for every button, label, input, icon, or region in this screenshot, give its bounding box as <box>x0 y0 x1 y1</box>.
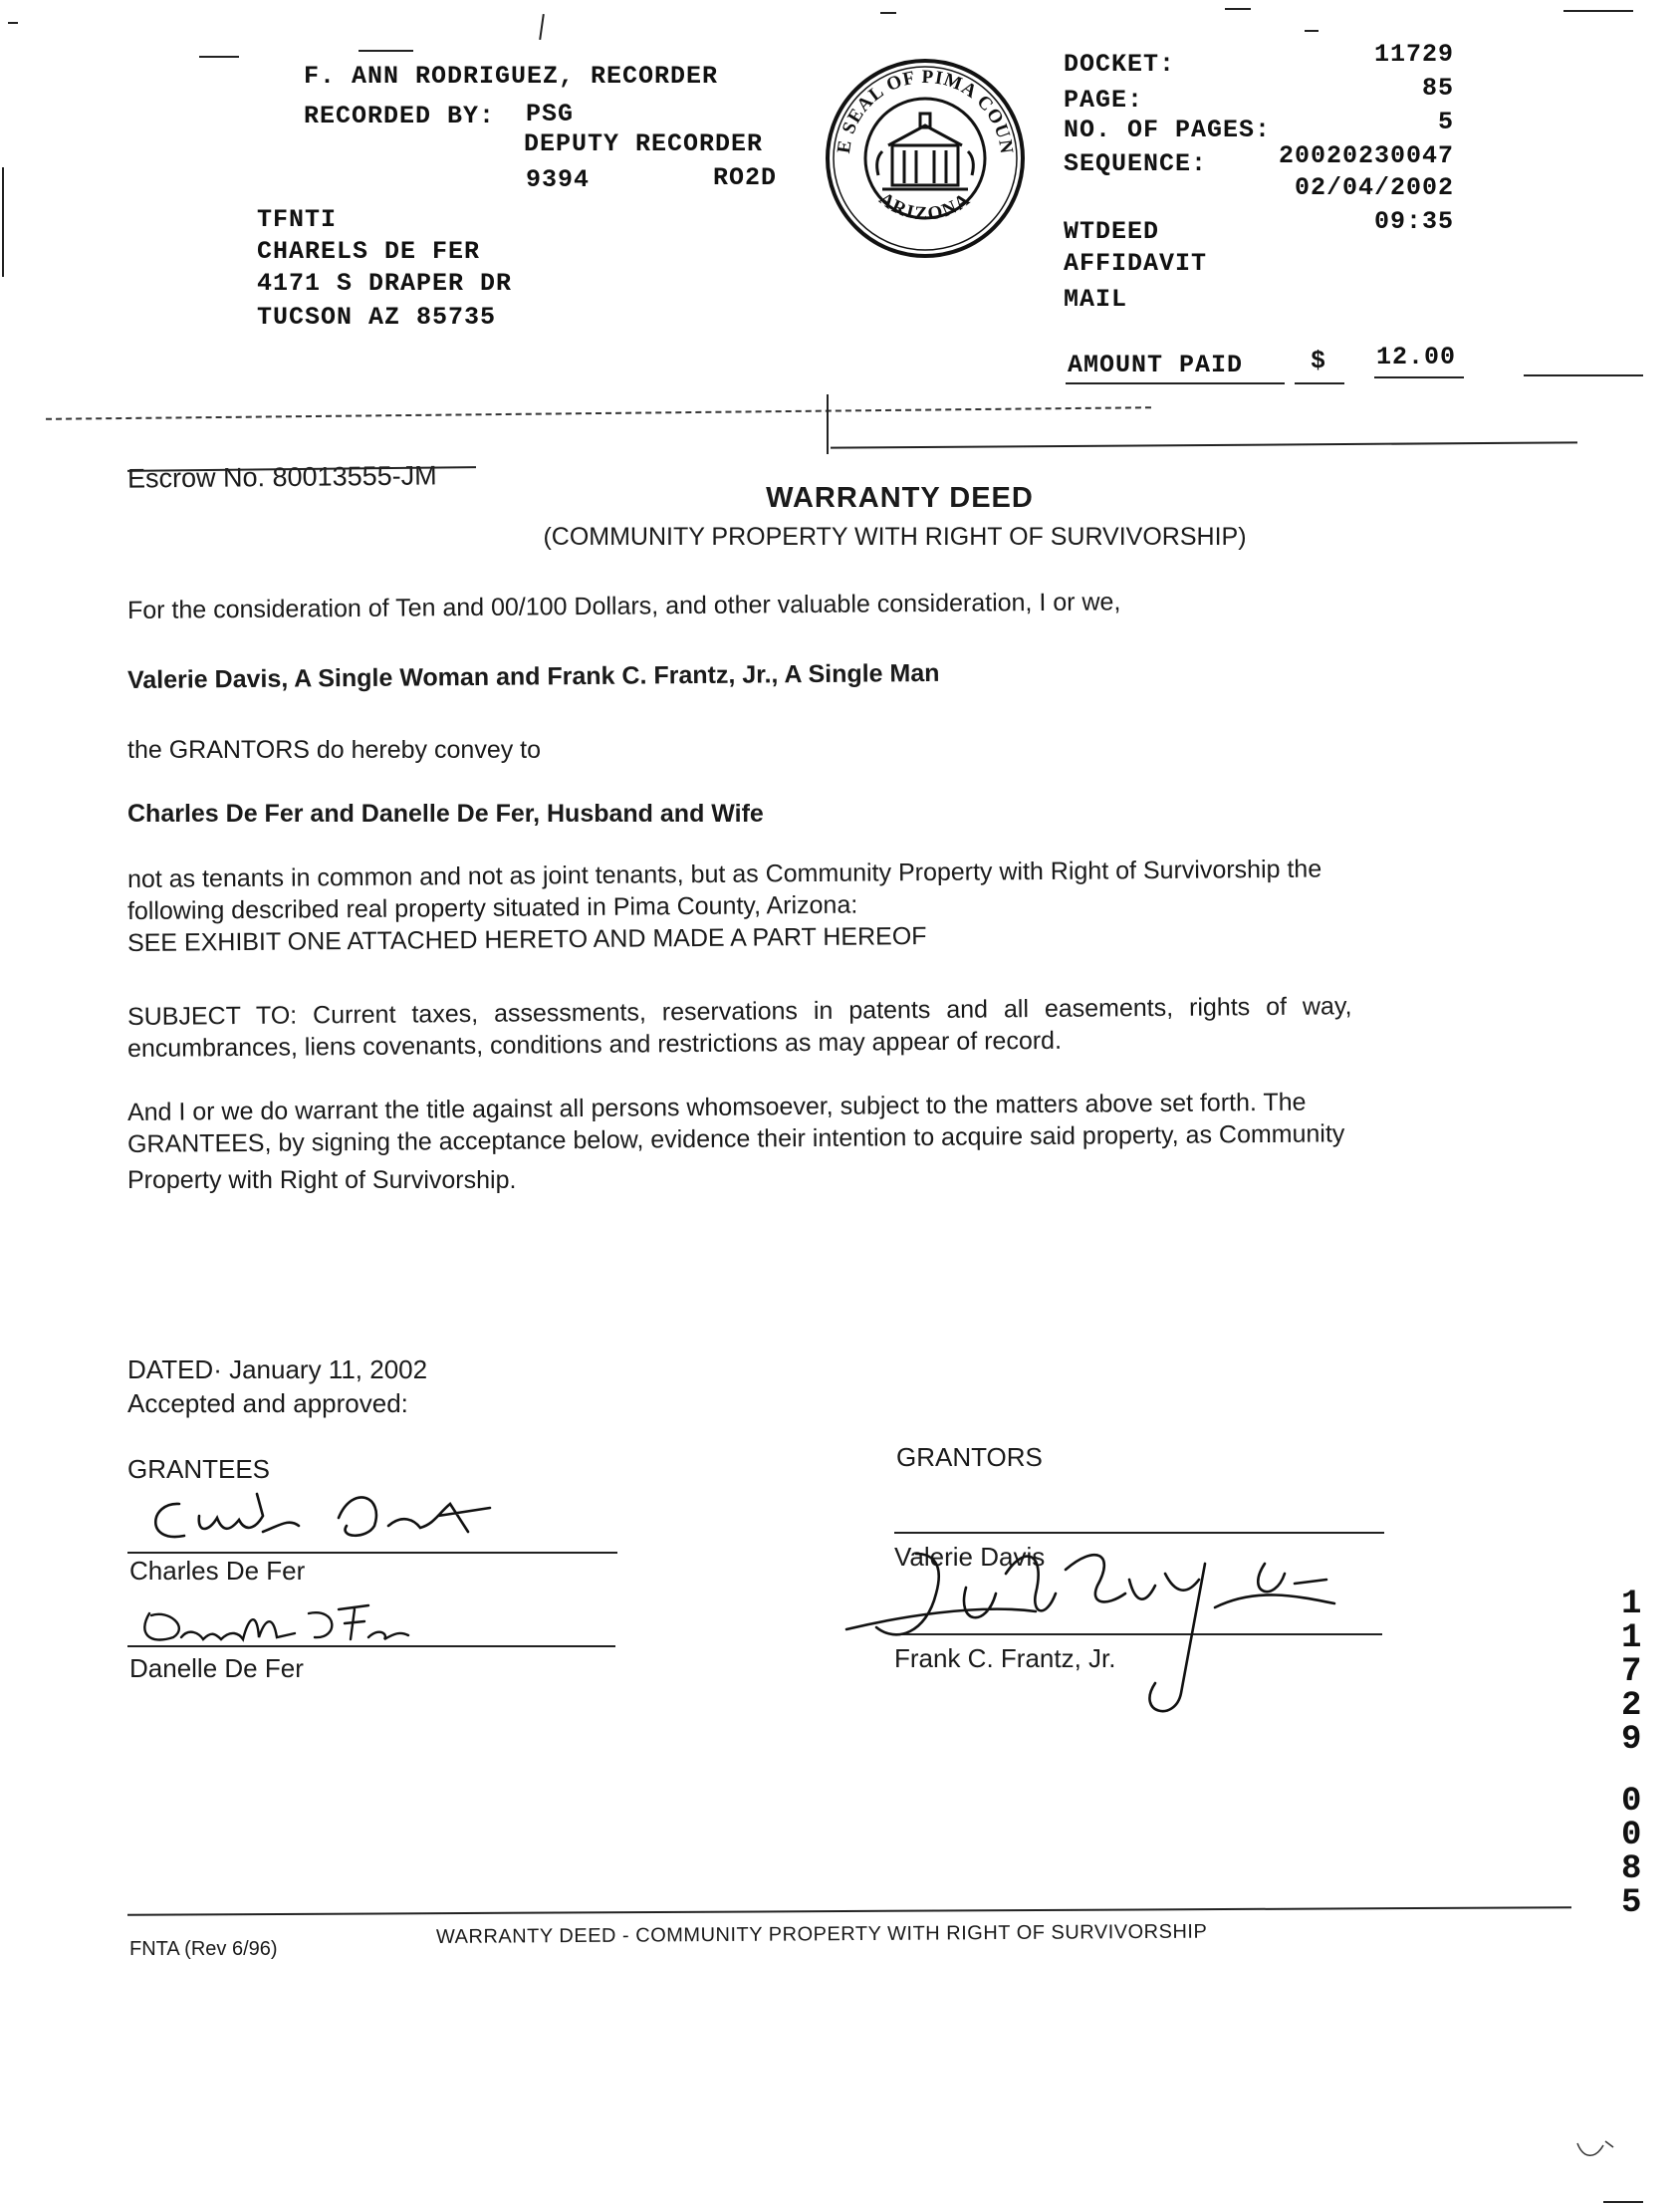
top-mark <box>539 14 545 40</box>
signature-charles-de-fer <box>139 1474 578 1554</box>
num-pages-label: NO. OF PAGES: <box>1064 116 1272 144</box>
tenancy-clause-line: following described real property situated in Pima County, Arizona: <box>126 890 858 925</box>
recording-time: 09:35 <box>1373 207 1454 236</box>
page-value: 85 <box>1421 74 1454 103</box>
signature-frank-c-frantz <box>837 1534 1374 1733</box>
margin-stamp-digit: 0 <box>1621 1817 1643 1854</box>
top-mark <box>1563 10 1633 12</box>
num-pages-value: 5 <box>1437 108 1454 136</box>
footer-rule <box>127 1906 1571 1916</box>
amount-underline <box>1295 382 1344 384</box>
escrow-number: Escrow No. 80013555-JM <box>126 460 437 494</box>
margin-stamp-digit: 8 <box>1621 1850 1643 1888</box>
amount-underline <box>1066 382 1285 384</box>
corner-mark <box>1575 2137 1615 2163</box>
grantees-label: GRANTEES <box>127 1454 271 1484</box>
recorded-by-label: RECORDED BY: <box>304 102 496 130</box>
footer-form-number: FNTA (Rev 6/96) <box>129 1938 278 1960</box>
signature-danelle-de-fer <box>129 1594 468 1653</box>
grantors-names: Valerie Davis, A Single Woman and Frank C. Frantz, Jr., A Single Man <box>126 658 940 694</box>
tenancy-clause-line: not as tenants in common and not as joint tenants, but as Community Property with Right of Survivorship the <box>126 855 1322 893</box>
sequence-label: SEQUENCE: <box>1064 149 1208 178</box>
amount-currency: $ <box>1311 347 1327 375</box>
grantee-name: Danelle De Fer <box>129 1653 304 1683</box>
header-divider-vertical <box>827 394 829 454</box>
margin-stamp-digit: 1 <box>1621 1586 1643 1623</box>
mail-to-line: CHARELS DE FER <box>257 237 481 266</box>
grantees-names: Charles De Fer and Danelle De Fer, Husband and Wife <box>127 800 764 828</box>
top-mark <box>199 56 239 58</box>
header-divider <box>831 441 1577 448</box>
exhibit-reference: SEE EXHIBIT ONE ATTACHED HERETO AND MADE A PART HEREOF <box>126 921 927 957</box>
recorded-by-value: PSG <box>526 100 575 128</box>
margin-stamp-digit: 0 <box>1621 1783 1643 1821</box>
dated-line: DATED· January 11, 2002 <box>127 1354 428 1384</box>
grantor-name: Frank C. Frantz, Jr. <box>894 1643 1116 1673</box>
amount-underline <box>1374 376 1464 378</box>
docket-value: 11729 <box>1373 40 1454 69</box>
grantee-name: Charles De Fer <box>129 1556 306 1586</box>
grantor-name: Valerie Davis <box>894 1542 1046 1572</box>
top-mark <box>8 22 18 24</box>
top-mark <box>359 50 413 52</box>
mail-to-line: TFNTI <box>257 205 338 234</box>
deed-title: WARRANTY DEED <box>766 482 1034 514</box>
docket-label: DOCKET: <box>1064 50 1176 79</box>
seal-graphic <box>823 56 1028 261</box>
mail-label: MAIL <box>1064 285 1128 314</box>
top-mark <box>880 12 896 14</box>
subject-to-line: SUBJECT TO: Current taxes, assessments, reservations in patents and all easements, rights of way, <box>126 992 1352 1031</box>
consideration-clause: For the consideration of Ten and 00/100 Dollars, and other valuable consideration, I or we, <box>126 588 1121 624</box>
margin-stamp-digit: 2 <box>1621 1687 1643 1725</box>
sequence-value: 20020230047 <box>1278 141 1454 170</box>
recorder-name: F. ANN RODRIGUEZ, RECORDER <box>304 62 719 91</box>
footer-title: WARRANTY DEED - COMMUNITY PROPERTY WITH RIGHT OF SURVIVORSHIP <box>435 1920 1208 1948</box>
pima-county-seal <box>823 56 1028 261</box>
header-divider <box>46 406 1151 420</box>
mail-to-line: 4171 S DRAPER DR <box>257 269 513 298</box>
seal-bottom-text: ARIZONA <box>874 188 976 225</box>
deputy-recorder-label: DEPUTY RECORDER <box>524 129 764 158</box>
svg-text:ARIZONA <box>875 188 976 225</box>
accepted-line: Accepted and approved: <box>127 1388 408 1418</box>
deed-subtitle: (COMMUNITY PROPERTY WITH RIGHT OF SURVIVORSHIP) <box>543 523 1247 551</box>
margin-stamp-digit: 1 <box>1621 1619 1643 1657</box>
margin-stamp-digit: 9 <box>1621 1721 1643 1759</box>
mail-to-line: TUCSON AZ 85735 <box>257 303 497 332</box>
margin-stamp-digit: 7 <box>1621 1653 1643 1691</box>
subject-to-line: encumbrances, liens covenants, conditions and restrictions as may appear of record. <box>126 1026 1063 1063</box>
grantors-label: GRANTORS <box>896 1442 1043 1472</box>
corner-mark <box>1603 2201 1643 2203</box>
deputy-code: RO2D <box>713 163 778 192</box>
amount-paid-value: 12.00 <box>1376 343 1457 371</box>
svg-text:THE SEAL OF PIMA COUNTY <box>823 56 1017 155</box>
top-mark <box>1225 8 1251 10</box>
document-type: WTDEED <box>1064 217 1160 246</box>
page-label: PAGE: <box>1064 86 1144 115</box>
recording-date: 02/04/2002 <box>1294 173 1454 202</box>
warranty-clause-line: And I or we do warrant the title against all persons whomsoever, subject to the matters above set forth. The <box>126 1088 1307 1126</box>
grantee-signature-line <box>127 1645 615 1647</box>
affidavit-label: AFFIDAVIT <box>1064 249 1208 278</box>
amount-underline <box>1524 374 1643 376</box>
amount-paid-label: AMOUNT PAID <box>1068 351 1244 379</box>
margin-stamp-digit: 5 <box>1621 1884 1643 1922</box>
deputy-number: 9394 <box>526 165 591 194</box>
left-edge-mark <box>2 167 4 277</box>
top-mark <box>1305 30 1319 32</box>
warranty-clause-line: GRANTEES, by signing the acceptance below, evidence their intention to acquire said property, as Community <box>126 1119 1345 1158</box>
warranty-clause-line: Property with Right of Survivorship. <box>127 1166 517 1194</box>
conveyance-clause: the GRANTORS do hereby convey to <box>127 736 542 764</box>
seal-top-text: E SEAL OF PIMA COUN <box>833 66 1018 156</box>
